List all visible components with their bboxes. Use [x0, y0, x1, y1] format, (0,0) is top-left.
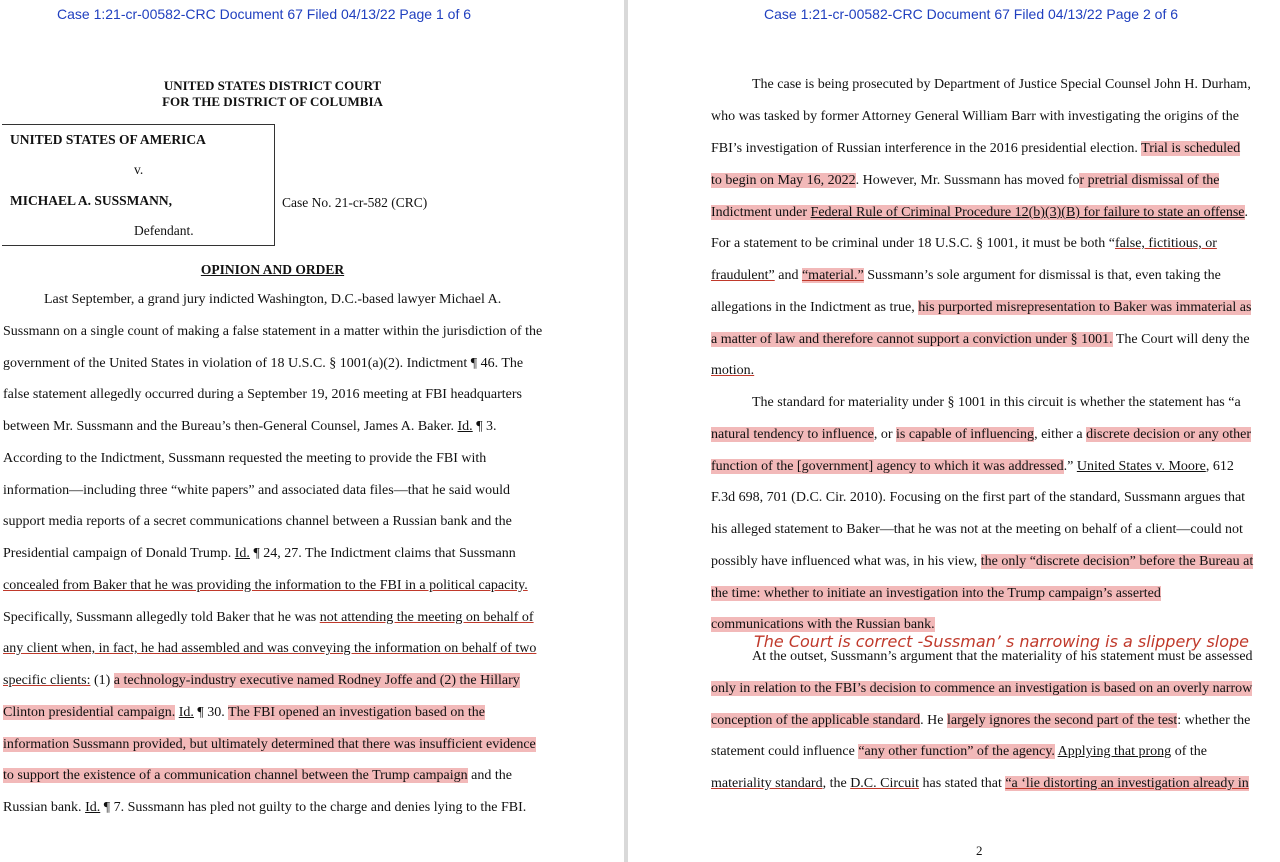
text-run: : whether the: [1177, 713, 1251, 728]
text-line: [3, 704, 485, 722]
text-run: and: [774, 268, 802, 283]
text-line: [711, 362, 754, 380]
text-run: Id.: [85, 800, 101, 815]
text-run: Sussmann’s sole argument for dismissal is that, even taking the: [863, 268, 1221, 283]
text-line: [3, 513, 512, 531]
highlighted-text: Clinton presidential campaign.: [3, 704, 176, 720]
text-run: false, fictitious, or: [1115, 236, 1217, 251]
highlighted-text: largely ignores the second part of the test: [946, 713, 1178, 728]
text-run: who was tasked by former Attorney General William Barr with investigating the origins of the: [711, 109, 1239, 124]
text-run: possibly have influenced what was, in his view,: [711, 554, 981, 569]
text-run: For a statement to be criminal under 18 U.S.C. § 1001, it must be both “: [711, 236, 1115, 251]
text-run: .”: [1063, 459, 1077, 474]
text-line: [3, 736, 536, 754]
highlighted-text: Indictment under: [711, 205, 811, 220]
text-run: , or: [873, 427, 897, 442]
text-line: [3, 672, 520, 690]
text-line: [711, 743, 1207, 761]
text-line: [711, 426, 1251, 444]
text-line: [3, 323, 542, 341]
text-run: materiality standard: [711, 776, 823, 791]
text-line: [3, 545, 516, 563]
text-run: According to the Indictment, Sussmann requested the meeting to provide the FBI with: [3, 450, 487, 466]
text-line: [711, 775, 1249, 793]
text-line: [3, 640, 536, 658]
opinion-title: OPINION AND ORDER: [200, 262, 345, 277]
text-run: D.C. Circuit: [850, 776, 920, 791]
text-line: [3, 767, 512, 785]
text-run: between Mr. Sussmann and the Bureau’s then-General Counsel, James A. Baker.: [3, 419, 458, 434]
text-line: [3, 450, 486, 468]
highlighted-text: the only “discrete decision” before the Bureau at: [980, 554, 1254, 569]
text-run: information—including three “white papers” and associated data files—that he said would: [3, 482, 510, 498]
highlighted-text: to begin on May 16, 2022: [711, 173, 856, 188]
text-run: Last September, a grand jury indicted Washington, D.C.-based lawyer Michael A.: [44, 292, 502, 307]
text-line: [752, 394, 1241, 412]
text-line: [44, 291, 501, 309]
text-line: [711, 458, 1234, 476]
text-line: [711, 267, 1221, 285]
text-line: [711, 489, 1245, 507]
highlighted-text: The FBI opened an investigation based on the: [228, 704, 486, 720]
text-run: his alleged statement to Baker—that he was not at the meeting on behalf of a client—could not: [711, 522, 1243, 537]
text-line: [711, 521, 1243, 539]
highlighted-text: the time: whether to initiate an investigation into the Trump campaign’s asserted: [711, 586, 1161, 601]
highlighted-text: his purported misrepresentation to Baker was immaterial as: [918, 300, 1252, 315]
text-run: Sussmann on a single count of making a false statement in a matter within the jurisdiction of the: [3, 323, 543, 339]
text-run: Id.: [178, 704, 194, 720]
text-run: .: [1244, 205, 1249, 220]
text-line: [711, 712, 1250, 730]
text-line: [711, 680, 1252, 698]
text-run: F.3d 698, 701 (D.C. Cir. 2010). Focusing on the first part of the standard, Sussmann argues that: [711, 490, 1246, 505]
page-number: 2: [976, 843, 983, 858]
highlighted-text: “any other function” of the agency.: [858, 744, 1055, 759]
court-name-line-2: FOR THE DISTRICT OF COLUMBIA: [162, 94, 383, 109]
text-run: (1): [90, 673, 114, 688]
text-run: government of the United States in violation of 18 U.S.C. § 1001(a)(2). Indictment ¶ 46. The: [3, 355, 524, 371]
highlighted-text: communications with the Russian bank.: [711, 617, 935, 632]
text-run: any client when, in fact, he had assembled and was conveying the information on behalf of two: [3, 641, 537, 657]
text-run: Applying that prong: [1057, 744, 1172, 759]
text-line: [3, 386, 522, 404]
text-run: false statement allegedly occurred during a September 19, 2016 meeting at FBI headquarters: [3, 387, 522, 403]
highlighted-text: function of the [government] agency to which it was addressed: [711, 459, 1064, 474]
highlighted-text: information Sussmann provided, but ultimately determined that there was insufficient evidence: [3, 736, 536, 752]
highlighted-text: conception of the applicable standard: [711, 713, 921, 728]
text-run: Russian bank.: [3, 800, 86, 815]
text-run: of the: [1171, 744, 1207, 759]
highlighted-text: Trial is scheduled: [1141, 141, 1241, 156]
text-run: , the: [822, 776, 851, 791]
text-run: ¶ 30.: [193, 704, 229, 720]
highlighted-text: a technology-industry executive named Rodney Joffe and (2) the Hillary: [113, 673, 520, 688]
highlighted-text: only in relation to the FBI’s decision to commence an investigation is based on an overly narrow: [711, 681, 1253, 696]
text-line: [3, 799, 526, 817]
text-run: ¶ 7. Sussmann has pled not guilty to the charge and denies lying to the FBI.: [100, 800, 527, 815]
text-run: fraudulent”: [711, 268, 775, 283]
text-line: [3, 609, 534, 627]
highlighted-text: Federal Rule of Criminal Procedure 12(b)(3)(B) for failure to state an offense: [810, 205, 1245, 220]
text-run: . He: [920, 713, 947, 728]
text-run: motion.: [711, 363, 755, 378]
plaintiff-name: UNITED STATES OF AMERICA: [10, 132, 206, 147]
text-line: [711, 204, 1248, 222]
text-run: concealed from Baker that he was providing the information to the FBI in a political capacity.: [3, 577, 528, 593]
document-page-2: [628, 0, 1280, 862]
text-line: [711, 331, 1250, 349]
text-run: United States v. Moore: [1076, 459, 1206, 474]
text-run: ¶ 24, 27. The Indictment claims that Sussmann: [249, 546, 516, 561]
case-header: Case 1:21-cr-00582-CRC Document 67 Filed 04/13/22 Page 2 of 6: [764, 6, 1179, 22]
text-run: The Court will deny the: [1112, 332, 1250, 347]
court-name-line-1: UNITED STATES DISTRICT COURT: [163, 78, 382, 93]
defendant-label: Defendant.: [134, 223, 194, 238]
text-run: . However, Mr. Sussmann has moved fo: [855, 173, 1080, 188]
text-run: At the outset, Sussmann’s argument that the materiality of his statement must be assessed: [752, 649, 1253, 664]
text-line: [3, 418, 497, 436]
text-line: [711, 553, 1253, 571]
highlighted-text: is capable of influencing: [896, 427, 1035, 442]
text-run: The case is being prosecuted by Department of Justice Special Counsel John H. Durham,: [752, 77, 1251, 92]
text-line: [3, 482, 510, 500]
text-run: allegations in the Indictment as true,: [711, 300, 919, 315]
highlighted-text: “material.”: [801, 268, 864, 283]
text-run: Id.: [234, 546, 250, 561]
text-run: Presidential campaign of Donald Trump.: [3, 546, 235, 561]
text-line: [3, 355, 523, 373]
highlighted-text: r pretrial dismissal of the: [1079, 173, 1220, 188]
text-run: , 612: [1205, 459, 1234, 474]
highlighted-text: natural tendency to influence: [711, 427, 874, 442]
text-line: [711, 299, 1251, 317]
document-page-1: [0, 0, 624, 862]
text-run: support media reports of a secret communications channel between a Russian bank and the: [3, 514, 512, 530]
text-run: ¶ 3.: [472, 419, 497, 434]
text-run: The standard for materiality under § 1001 in this circuit is whether the statement has “a: [752, 395, 1241, 410]
defendant-name-text: MICHAEL A. SUSSMANN,: [10, 193, 173, 208]
text-run: statement could influence: [711, 744, 859, 759]
text-run: and the: [467, 768, 512, 784]
case-header: Case 1:21-cr-00582-CRC Document 67 Filed 04/13/22 Page 1 of 6: [57, 6, 472, 22]
text-line: [711, 585, 1161, 603]
text-run: specific clients:: [3, 673, 91, 688]
text-run: has stated that: [919, 776, 1006, 791]
text-line: [711, 108, 1239, 126]
text-line: [711, 140, 1240, 158]
defendant-name: [10, 193, 172, 209]
text-run: FBI’s investigation of Russian interference in the 2016 presidential election.: [711, 141, 1142, 156]
highlighted-text: to support the existence of a communication channel between the Trump campaign: [3, 768, 468, 784]
text-line: [711, 172, 1219, 190]
text-run: , either a: [1034, 427, 1087, 442]
text-run: Id.: [457, 419, 473, 434]
handwritten-annotation: The Court is correct -Sussman’ s narrowing is a slippery slope: [754, 632, 1250, 651]
case-number: Case No. 21-cr-582 (CRC): [282, 195, 428, 210]
versus-text: v.: [134, 162, 144, 177]
text-run: not attending the meeting on behalf of: [319, 609, 534, 625]
text-line: [711, 235, 1217, 253]
text-line: [752, 76, 1251, 94]
text-line: [3, 577, 528, 595]
highlighted-text: a matter of law and therefore cannot support a conviction under § 1001.: [711, 332, 1113, 347]
text-run: Specifically, Sussmann allegedly told Baker that he was: [3, 609, 320, 625]
highlighted-text: “a ‘lie distorting an investigation already in: [1005, 776, 1249, 791]
highlighted-text: discrete decision or any other: [1086, 427, 1251, 442]
